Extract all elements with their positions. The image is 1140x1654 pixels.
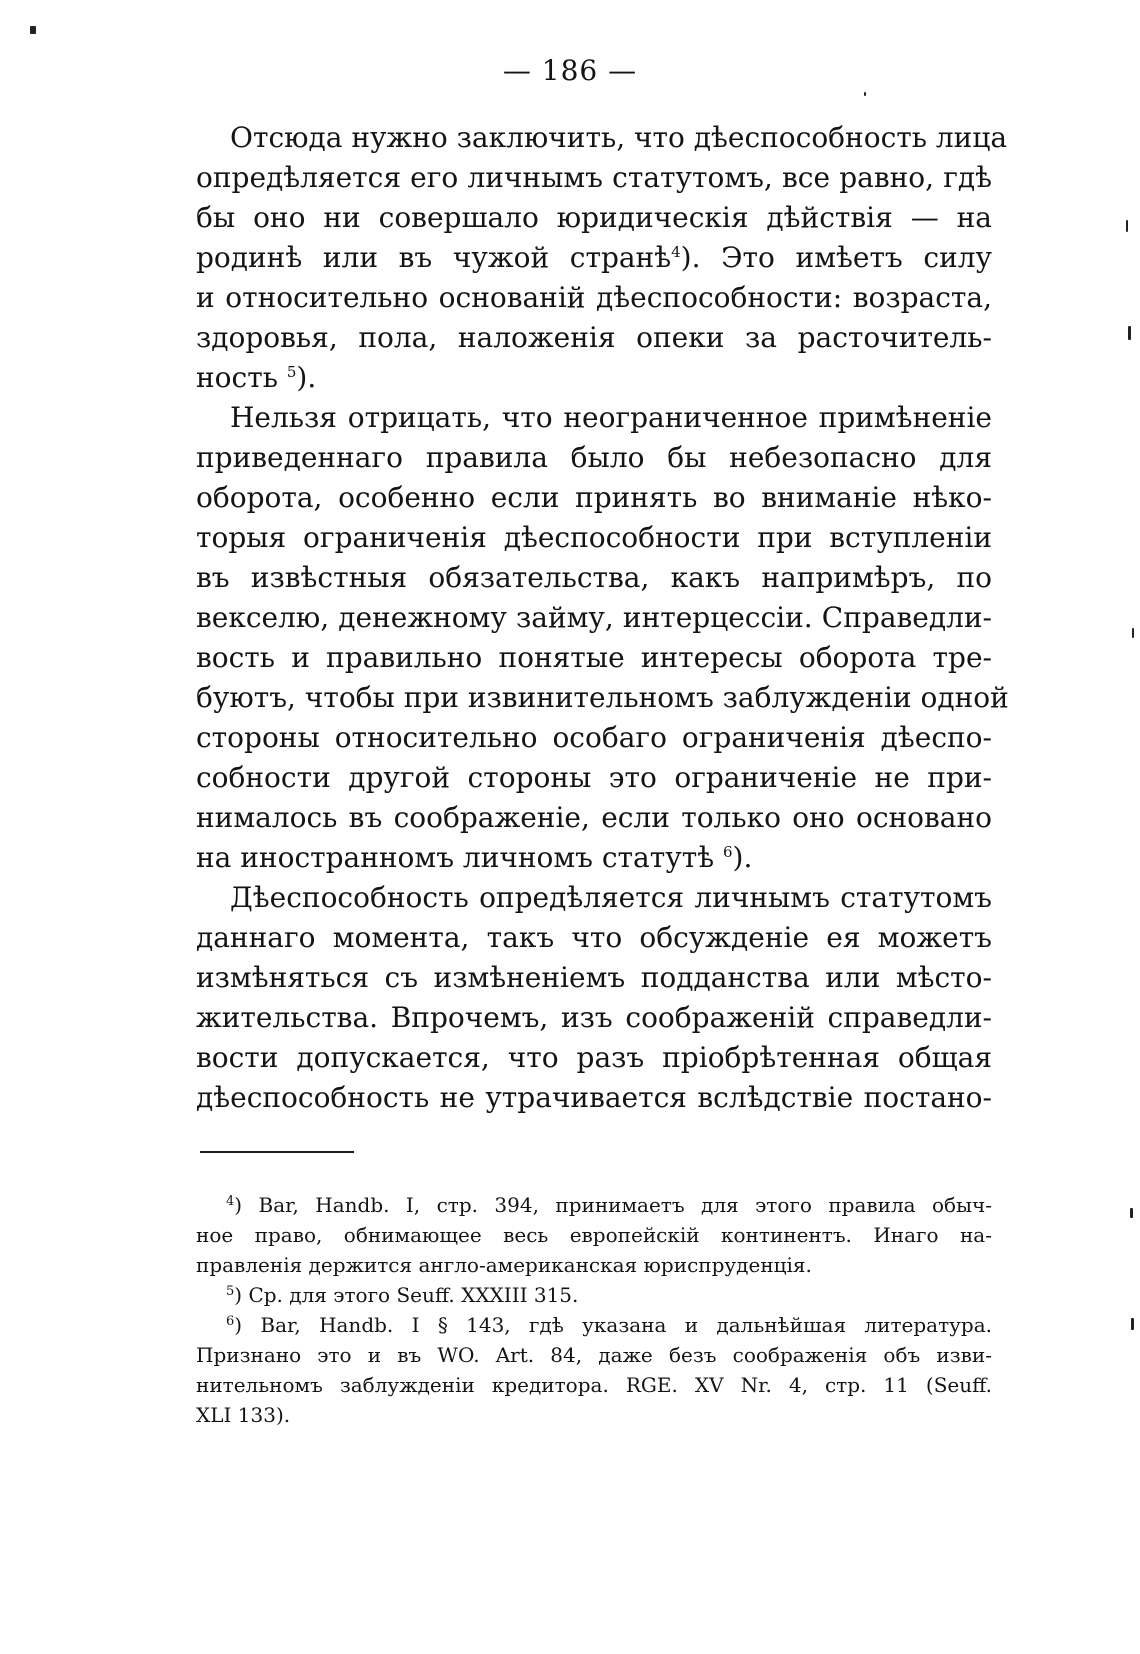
footnote-line: правленія держится англо-американская юриспруденція. — [196, 1253, 812, 1277]
text-line: векселю, денежному займу, интерцессіи. Справедли- — [196, 601, 992, 634]
text-line: жительства. Впрочемъ, изъ соображеній справедли- — [196, 1001, 992, 1034]
text-line: даннаго момента, такъ что обсужденіе ея можетъ — [196, 921, 992, 954]
text-line: вости допускается, что разъ пріобрѣтенная общая — [196, 1041, 992, 1074]
text-line: въ извѣстныя обязательства, какъ напримѣръ, по — [196, 561, 992, 594]
text-line: опредѣляется его личнымъ статутомъ, все равно, гдѣ — [196, 161, 992, 194]
scan-speck — [864, 92, 866, 96]
text-line: здоровья, пола, наложенія опеки за расточитель- — [196, 321, 992, 354]
text-line: оборота, особенно если принять во вниманіе нѣко- — [196, 481, 992, 514]
footnote-line: XLI 133). — [196, 1403, 291, 1427]
scan-speck — [1128, 326, 1131, 340]
scan-speck — [1126, 220, 1128, 232]
footnote-line: ное право, обнимающее весь европейскій континентъ. Инаго на- — [196, 1223, 992, 1247]
text-line: ность $^5$). — [196, 361, 317, 394]
footnote-6 — [196, 1310, 992, 1430]
text-line: бы оно ни совершало юридическія дѣйствія — на — [196, 201, 992, 234]
footnote-number: 5 — [226, 1284, 235, 1299]
footnote-line: Признано это и въ WO. Art. 84, даже безъ соображенія объ изви- — [196, 1343, 992, 1367]
paragraph-3 — [196, 878, 992, 1118]
paragraph-2 — [196, 398, 1009, 878]
text-line: приведеннаго правила было бы небезопасно для — [196, 441, 992, 474]
scan-speck — [1131, 1318, 1134, 1330]
footnote-line: $^6$) Bar, Handb. I § 143, гдѣ указана и дальнѣйшая литература. — [226, 1313, 992, 1337]
text-line: собности другой стороны это ограниченіе не при- — [196, 761, 992, 794]
text-line: измѣняться съ измѣненіемъ подданства или мѣсто- — [196, 961, 992, 994]
main-text — [196, 118, 1009, 1118]
footnote-5 — [196, 1280, 992, 1310]
scan-speck — [1130, 1208, 1133, 1218]
footnote-ref: 5 — [286, 363, 297, 381]
footnote-number: 4 — [226, 1194, 235, 1209]
text-line: торыя ограниченія дѣеспособности при вступленіи — [196, 521, 992, 554]
text-line: и относительно основаній дѣеспособности: возраста, — [196, 281, 992, 314]
text-line: на иностранномъ личномъ статутѣ $^6$). — [196, 841, 753, 874]
footnote-line: нительномъ заблужденіи кредитора. RGE. XV Nr. 4, стр. 11 (Seuff. — [196, 1373, 992, 1397]
page-number: — 186 — — [502, 54, 638, 87]
footnote-4 — [196, 1190, 992, 1280]
text-line: Дѣеспособность опредѣляется личнымъ статутомъ — [230, 881, 992, 914]
paragraph-1 — [196, 118, 1008, 398]
text-line: стороны относительно особаго ограниченія дѣеспо- — [196, 721, 992, 754]
text-line: нималось въ соображеніе, если только оно основано — [196, 801, 992, 834]
text-line: буютъ, чтобы при извинительномъ заблужденіи одной — [196, 681, 1009, 714]
text-line: Нельзя отрицать, что неограниченное примѣненіе — [230, 401, 992, 434]
scan-speck — [30, 26, 36, 34]
scan-speck — [1132, 628, 1134, 638]
footnote-number: 6 — [226, 1314, 235, 1329]
text-line: вость и правильно понятые интересы оборота тре- — [196, 641, 992, 674]
footnote-separator — [200, 1151, 354, 1153]
footnote-line: $^5$) Ср. для этого Seuff. XXXIII 315. — [226, 1283, 579, 1307]
text-line: родинѣ или въ чужой странѣ$^4$). Это имѣетъ силу — [196, 241, 992, 274]
footnote-ref: 6 — [722, 843, 733, 861]
footnote-ref: 4 — [671, 243, 681, 261]
footnote-line: $^4$) Bar, Handb. I, стр. 394, принимаетъ для этого правила обыч- — [226, 1193, 992, 1217]
footnotes — [196, 1190, 992, 1430]
text-line: Отсюда нужно заключить, что дѣеспособность лица — [230, 121, 1008, 154]
text-line: дѣеспособность не утрачивается вслѣдствіе постано- — [196, 1081, 992, 1114]
